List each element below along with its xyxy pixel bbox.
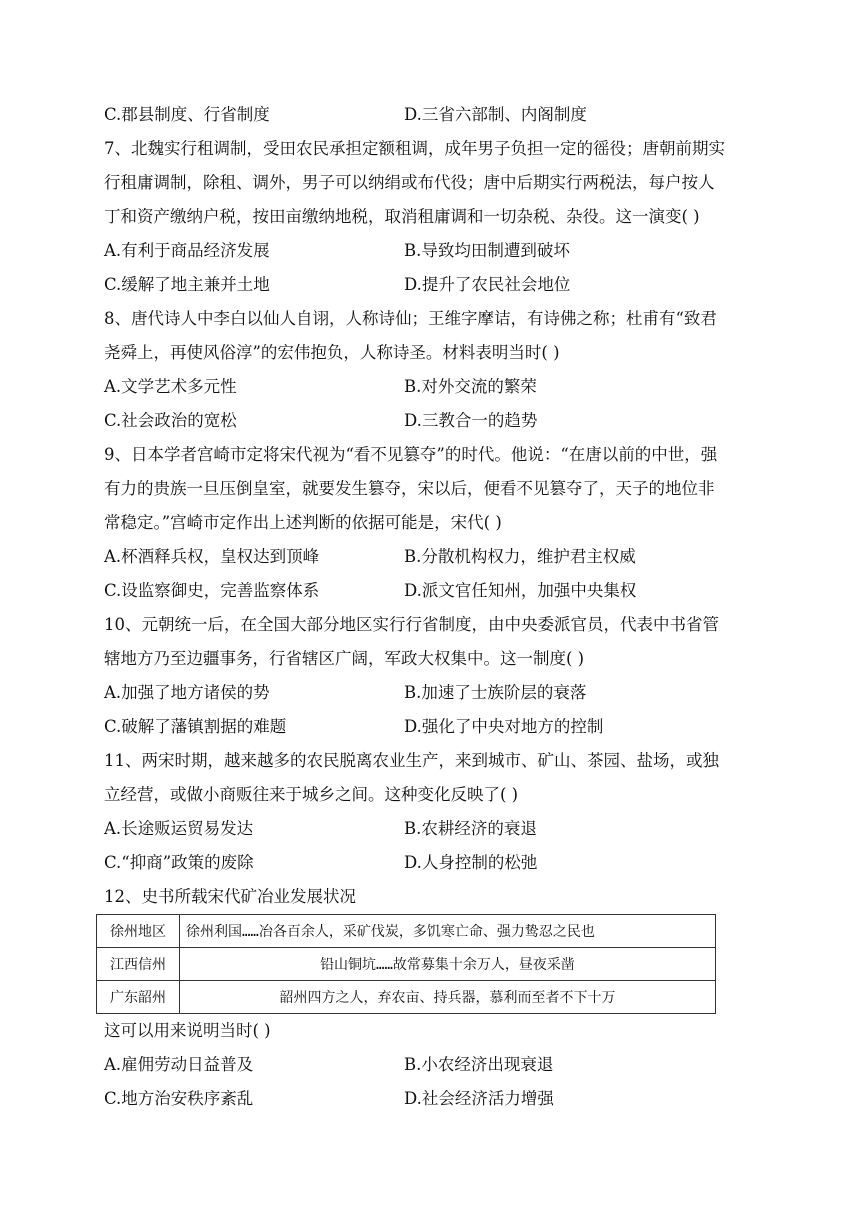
- quote-cell: 韶州四方之人，弃农亩、持兵器，慕利而至者不下十万: [180, 981, 716, 1014]
- option-b: B.农耕经济的衰退: [404, 819, 537, 838]
- options-row: [104, 370, 764, 404]
- options-row: [104, 574, 764, 608]
- question-stem-line: 7、北魏实行租调制，受田农民承担定额租调，成年男子负担一定的徭役；唐朝前期实: [104, 139, 725, 158]
- question-11: [104, 744, 764, 880]
- region-cell: 广东韶州: [97, 981, 180, 1014]
- option-b: B.小农经济出现衰退: [404, 1055, 554, 1074]
- question-stem-line: 8、唐代诗人中李白以仙人自诩，人称诗仙；王维字摩诘，有诗佛之称；杜甫有“致君: [104, 309, 717, 328]
- options-row: [104, 1048, 764, 1082]
- option-b: B.导致均田制遭到破坏: [404, 241, 570, 260]
- option-c: C.“抑商”政策的废除: [104, 853, 254, 872]
- option-d: D.派文官任知州，加强中央集权: [404, 581, 637, 600]
- options-row: [104, 710, 764, 744]
- options-row: [104, 1082, 764, 1116]
- options-row: [104, 846, 764, 880]
- option-a: A.加强了地方诸侯的势: [104, 683, 270, 702]
- option-a: A.杯酒释兵权，皇权达到顶峰: [104, 547, 320, 566]
- option-c: C.设监察御史，完善监察体系: [104, 581, 320, 600]
- question-8: [104, 302, 764, 438]
- option-a: A.长途贩运贸易发达: [104, 819, 254, 838]
- quote-cell: 徐州利国……冶各百余人，采矿伐炭，多饥寒亡命、强力鸷忍之民也: [180, 915, 716, 948]
- option-c: C.社会政治的宽松: [104, 411, 237, 430]
- options-row: [104, 404, 764, 438]
- question-7: [104, 132, 764, 302]
- option-d: D.强化了中央对地方的控制: [404, 717, 604, 736]
- option-c: C.郡县制度、行省制度: [104, 105, 270, 124]
- option-b: B.加速了士族阶层的衰落: [404, 683, 587, 702]
- question-stem-line: 立经营，或做小商贩往来于城乡之间。这种变化反映了( ): [104, 785, 519, 804]
- exam-page: [104, 98, 764, 1116]
- question-stem-line: 行租庸调制，除租、调外，男子可以纳绢或布代役；唐中后期实行两税法，每户按人: [104, 173, 715, 192]
- question-stem-line: 尧舜上，再使风俗淳”的宏伟抱负，人称诗圣。材料表明当时( ): [104, 343, 560, 362]
- option-d: D.人身控制的松弛: [404, 853, 538, 872]
- table-row: [97, 981, 716, 1014]
- option-a: A.有利于商品经济发展: [104, 241, 270, 260]
- options-row: [104, 676, 764, 710]
- question-stem-line: 9、日本学者宫崎市定将宋代视为“看不见篡夺”的时代。他说：“在唐以前的中世，强: [104, 445, 718, 464]
- quote-cell: 铅山铜坑……故常募集十余万人，昼夜采凿: [180, 948, 716, 981]
- options-row: [104, 234, 764, 268]
- question-stem-line: 12、史书所载宋代矿冶业发展状况: [104, 887, 356, 906]
- question-stem-line: 这可以用来说明当时( ): [104, 1021, 271, 1040]
- question-stem-line: 11、两宋时期，越来越多的农民脱离农业生产，来到城市、矿山、茶园、盐场，或独: [104, 751, 719, 770]
- question-12: [104, 880, 764, 1116]
- q6-options-cd: [104, 98, 764, 132]
- options-row: [104, 268, 764, 302]
- question-9: [104, 438, 764, 608]
- question-stem-line: 丁和资产缴纳户税，按田亩缴纳地税，取消租庸调和一切杂税、杂役。这一演变( ): [104, 207, 700, 226]
- question-stem-line: 有力的贵族一旦压倒皇室，就要发生篡夺，宋以后，便看不见篡夺了，天子的地位非: [104, 479, 715, 498]
- option-c: C.破解了藩镇割据的难题: [104, 717, 287, 736]
- region-cell: 徐州地区: [97, 915, 180, 948]
- options-row: [104, 540, 764, 574]
- option-a: A.雇佣劳动日益普及: [104, 1055, 254, 1074]
- option-b: B.对外交流的繁荣: [404, 377, 537, 396]
- option-d: D.三省六部制、内阁制度: [404, 105, 587, 124]
- options-row: [104, 812, 764, 846]
- question-stem-line: 辖地方乃至边疆事务，行省辖区广阔，军政大权集中。这一制度( ): [104, 649, 585, 668]
- question-10: [104, 608, 764, 744]
- region-cell: 江西信州: [97, 948, 180, 981]
- option-b: B.分散机构权力，维护君主权威: [404, 547, 636, 566]
- question-stem-line: 常稳定。”宫崎市定作出上述判断的依据可能是，宋代( ): [104, 513, 502, 532]
- table-row: [97, 948, 716, 981]
- option-c: C.地方治安秩序紊乱: [104, 1089, 254, 1108]
- option-c: C.缓解了地主兼并土地: [104, 275, 270, 294]
- option-a: A.文学艺术多元性: [104, 377, 237, 396]
- question-stem-line: 10、元朝统一后，在全国大部分地区实行行省制度，由中央委派官员，代表中书省管: [104, 615, 719, 634]
- table-row: [97, 915, 716, 948]
- option-d: D.三教合一的趋势: [404, 411, 538, 430]
- option-d: D.社会经济活力增强: [404, 1089, 554, 1108]
- option-d: D.提升了农民社会地位: [404, 275, 571, 294]
- source-table: [96, 914, 716, 1014]
